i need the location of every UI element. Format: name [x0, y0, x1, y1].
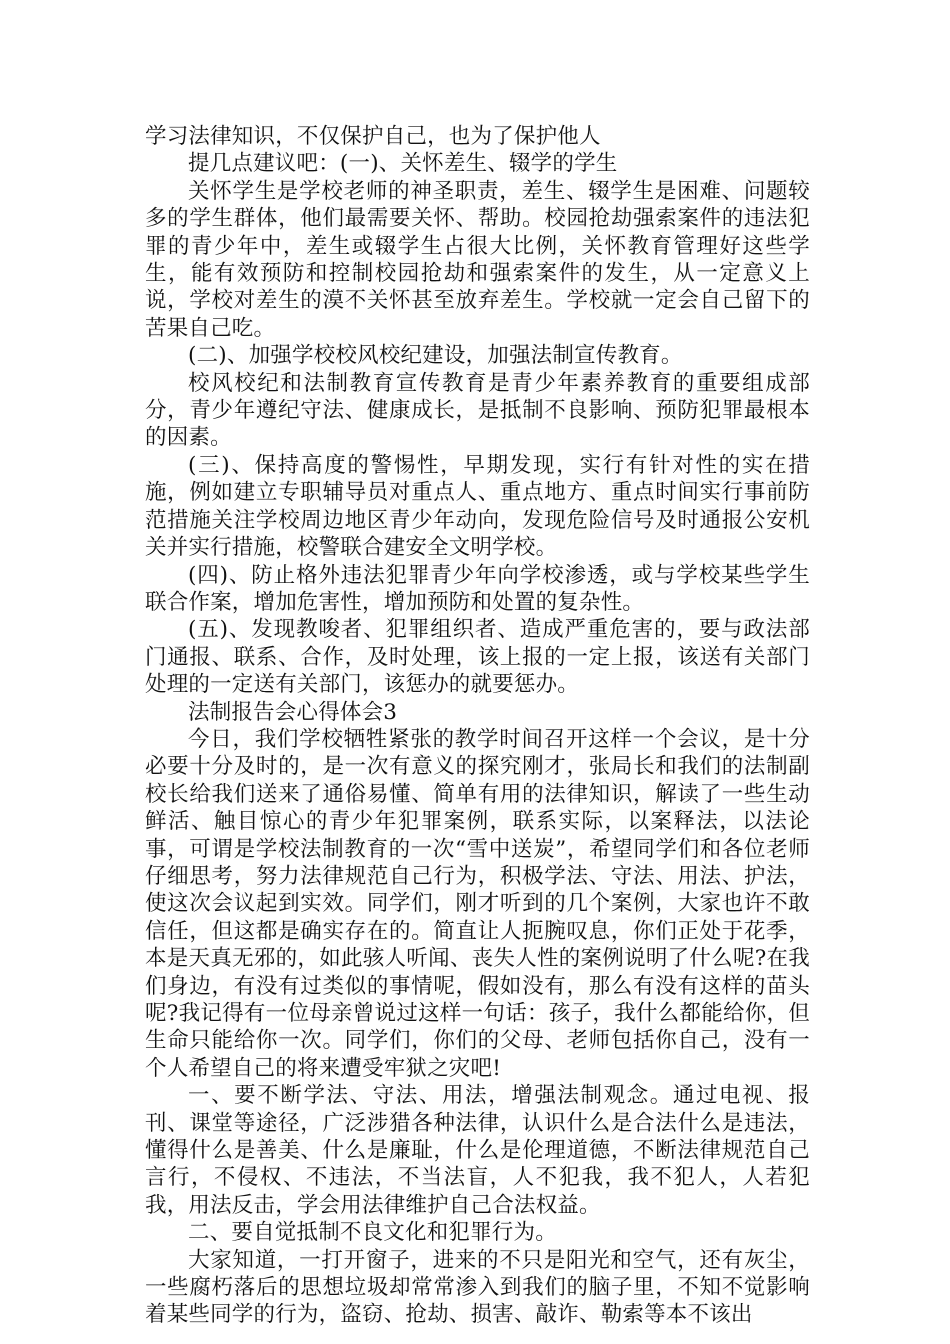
paragraph: (五)、发现教唆者、犯罪组织者、造成严重危害的，要与政法部门通报、联系、合作，及时处理，该上报的一定上报，该送有关部门处理的一定送有关部门，该惩办的就要惩办。 — [145, 617, 810, 698]
section-heading: 法制报告会心得体会3 — [188, 699, 398, 725]
paragraph: 提几点建议吧：(一)、关怀差生、辍学的学生 — [188, 151, 618, 177]
document-body — [145, 123, 810, 1329]
paragraph: 校风校纪和法制教育宣传教育是青少年素养教育的重要组成部分，青少年遵纪守法、健康成长，是抵制不良影响、预防犯罪最根本的因素。 — [145, 370, 810, 451]
paragraph: (四)、防止格外违法犯罪青少年向学校渗透，或与学校某些学生联合作案，增加危害性，增加预防和处置的复杂性。 — [145, 562, 810, 615]
paragraph: 关怀学生是学校老师的神圣职责，差生、辍学生是困难、问题较多的学生群体，他们最需要关怀、帮助。校园抢劫强索案件的违法犯罪的青少年中，差生或辍学生占很大比例，关怀教育管理好这些学生，能有效预防和控制校园抢劫和强索案件的发生，从一定意义上说，学校对差生的漠不关怀甚至放弃差生。学校就一定会自己留下的苦果自己吃。 — [145, 178, 810, 341]
paragraph: 一、要不断学法、守法、用法，增强法制观念。通过电视、报刊、课堂等途径，广泛涉猎各种法律，认识什么是合法什么是违法，懂得什么是善美、什么是廉耻，什么是伦理道德，不断法律规范自己言行，不侵权、不违法，不当法盲，人不犯我，我不犯人，人若犯我，用法反击，学会用法律维护自己合法权益。 — [145, 1083, 810, 1218]
paragraph: (二)、加强学校校风校纪建设，加强法制宣传教育。 — [188, 343, 683, 369]
paragraph: 大家知道，一打开窗子，进来的不只是阳光和空气，还有灰尘，一些腐朽落后的思想垃圾却常常渗入到我们的脑子里，不知不觉影响着某些同学的行为，盗窃、抢劫、损害、敲诈、勒索等本不该出 — [145, 1247, 810, 1328]
paragraph: 二、要自觉抵制不良文化和犯罪行为。 — [188, 1220, 557, 1246]
paragraph: 学习法律知识，不仅保护自己，也为了保护他人 — [145, 124, 601, 149]
paragraph: 今日，我们学校牺牲紧张的教学时间召开这样一个会议，是十分必要十分及时的，是一次有意义的探究刚才，张局长和我们的法制副校长给我们送来了通俗易懂、简单有用的法律知识，解读了一些生动鲜活、触目惊心的青少年犯罪案例，联系实际，以案释法，以法论事，可谓是学校法制教育的一次“雪中送炭”，希望同学们和各位老师仔细思考，努力法律规范自己行为，积极学法、守法、用法、护法，使这次会议起到实效。同学们，刚才听到的几个案例，大家也许不敢信任，但这都是确实存在的。简直让人扼腕叹息，你们正处于花季，本是天真无邪的，如此骇人听闻、丧失人性的案例说明了什么呢?在我们身边，有没有过类似的事情呢，假如没有，那么有没有这样的苗头呢?我记得有一位母亲曾说过这样一句话：孩子，我什么都能给你，但生命只能给你一次。同学们，你们的父母、老师包括你自己，没有一个人希望自己的将来遭受牢狱之灾吧! — [145, 726, 810, 1081]
paragraph: (三)、保持高度的警惕性，早期发现，实行有针对性的实在措施，例如建立专职辅导员对重点人、重点地方、重点时间实行事前防范措施关注学校周边地区青少年动向，发现危险信号及时通报公安机关并实行措施，校警联合建安全文明学校。 — [145, 452, 810, 561]
